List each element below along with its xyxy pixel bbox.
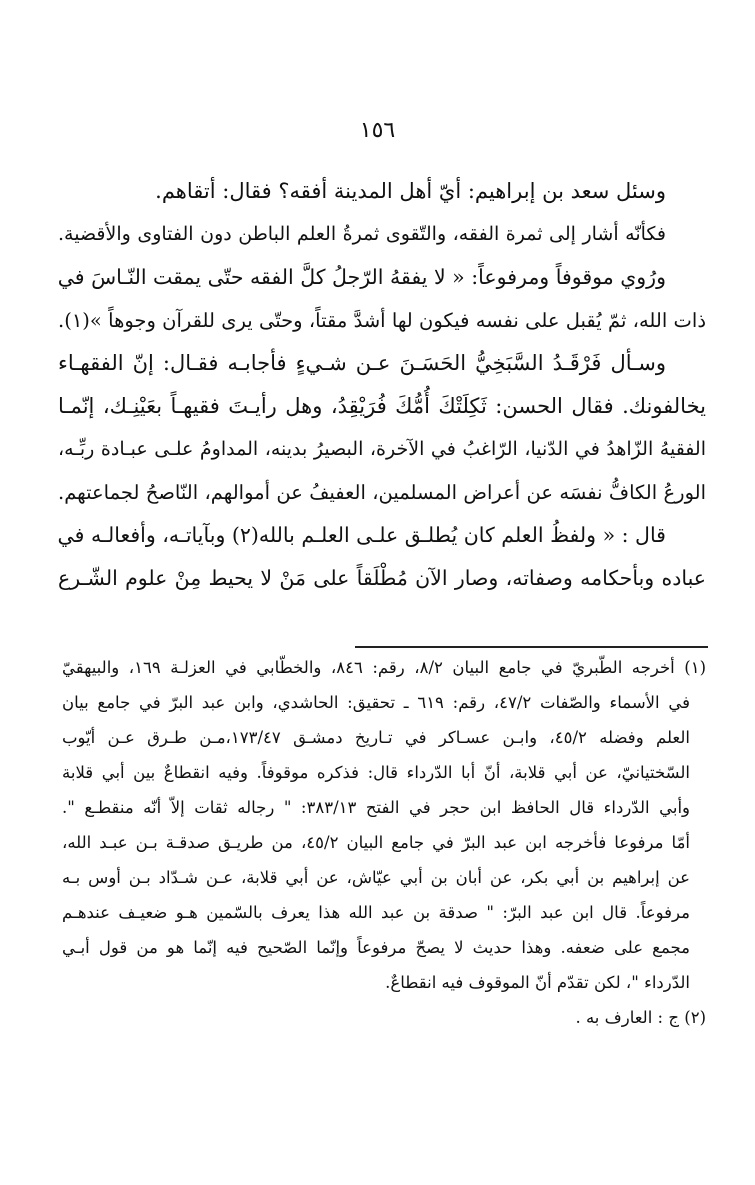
footnote-separator xyxy=(355,646,708,648)
footnote-line: العلم وفضله ٤٥/٢، وابـن عسـاكر في تـاريخ دمشـق ١٧٣/٤٧،مـن طـرق عـن أيّوب xyxy=(62,728,691,747)
text-line: فكأنّه أشار إلى ثمرة الفقه، والتّقوى ثمرةُ العلم الباطن دون الفتاوى والأقضية. xyxy=(58,223,666,245)
footnote-line: السّختيانيّ، عن أبي قلابة، أنّ أبا الدّرداء قال: فذكره موقوفاً. وفيه انقطاعٌ بين أبي قلابة xyxy=(62,763,690,782)
text-line: الفقيهُ الزّاهدُ في الدّنيا، الرّاغبُ في الآخرة، البصيرُ بدينه، المداومُ علـى عبـادة ربِّـه، xyxy=(58,438,706,460)
text-line: عباده وبأحكامه وصفاته، وصار الآن مُطْلَقاً على مَنْ لا يحيط مِنْ علوم الشّـرع xyxy=(58,566,706,590)
footnote-line: (٢) ج : العارف به . xyxy=(575,1008,706,1027)
text-line: يخالفونك. فقال الحسن: ثَكِلَتْكَ أُمُّكَ فُرَيْقِدُ، وهل رأيـتَ فقيهـاً بعَيْنِـك، إنّمـا xyxy=(58,394,706,418)
text-line: وسـأل فَرْقَـدُ السَّبَخِيُّ الحَسَـنَ عـن شـيءٍ فأجابـه فقـال: إنّ الفقهـاء xyxy=(58,351,666,375)
footnote-line: أمّا مرفوعا فأخرجه ابن عبد البرّ في جامع البيان ٤٥/٢، من طريـق صدقـة بـن عبـد الله، xyxy=(62,833,690,852)
footnote-line: (١) أخرجه الطّبريّ في جامع البيان ٨/٢، رقم: ٨٤٦، والخطّابي في العزلـة ١٦٩، والبيهقيّ xyxy=(62,658,706,677)
text-line: ورُوي موقوفاً ومرفوعاً: « لا يفقهُ الرّجلُ كلَّ الفقه حتّى يمقت النّـاسَ في xyxy=(58,265,666,289)
text-line: قال : « ولفظُ العلم كان يُطلـق علـى العلـم بالله(٢) وبآياتـه، وأفعالـه في xyxy=(58,523,666,547)
footnotes xyxy=(62,650,706,1035)
footnote-line: وأبي الدّرداء قال الحافظ ابن حجر في الفتح ٣٨٣/١٣: " رجاله ثقات إلاّ أنّه منقطـع ". xyxy=(62,798,690,817)
text-line: الورعُ الكافُّ نفسَه عن أعراض المسلمين، العفيفُ عن أموالهم، النّاصحُ لجماعتهم. xyxy=(58,481,706,504)
footnote-line: عن إبراهيم بن أبي بكر، عن أبان بن أبي عيّاش، عن أبي قلابة، عـن شـدّاد بـن أوس بـه xyxy=(62,868,690,887)
footnote-line: مرفوعاً. قال ابن عبد البرّ: " صدقة بن عبد الله هذا يعرف بالسّمين هـو ضعيـف عندهـم xyxy=(62,903,690,922)
main-text xyxy=(58,170,706,600)
footnote-line: في الأسماء والصّفات ٤٧/٢، رقم: ٦١٩ ـ تحقيق: الحاشدي، وابن عبد البرّ في جامع بيان xyxy=(62,693,690,712)
footnote-line: الدّرداء "، لكن تقدّم أنّ الموقوف فيه انقطاعٌ. xyxy=(385,973,690,992)
footnote-line: مجمع على ضعفه. وهذا حديث لا يصحّ مرفوعاً وإنّما الصّحيح فيه إنّما هو من قول أبـي xyxy=(62,938,690,957)
text-line: وسئل سعد بن إبراهيم: أيّ أهل المدينة أفقه؟ فقال: أتقاهم. xyxy=(155,179,666,203)
page-number: ١٥٦ xyxy=(359,118,396,143)
text-line: ذات الله، ثمّ يُقبل على نفسه فيكون لها أشدَّ مقتاً، وحتّى يرى للقرآن وجوهاً »(١). xyxy=(58,309,706,332)
